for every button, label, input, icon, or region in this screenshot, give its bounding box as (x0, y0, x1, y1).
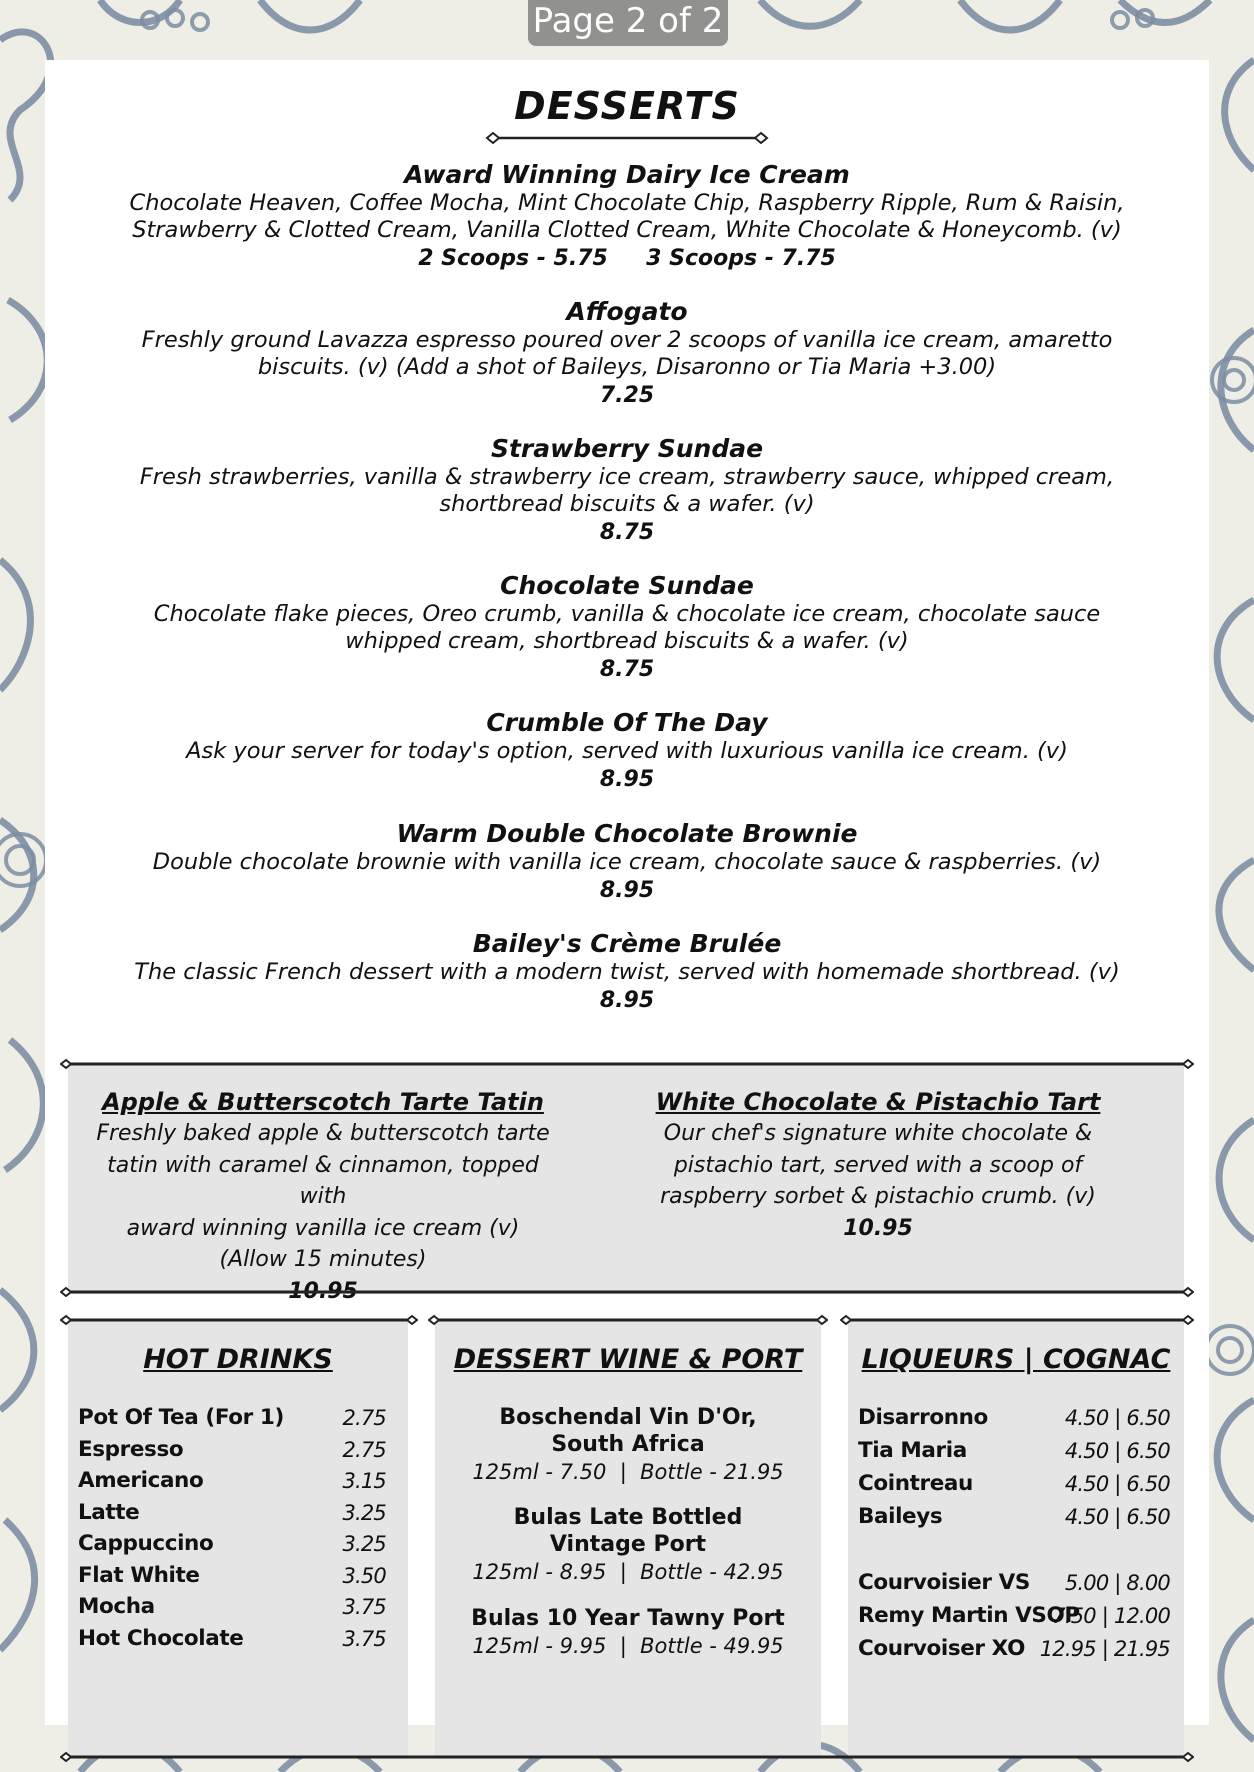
dessert-description: shortbread biscuits & a wafer. (v) (439, 491, 815, 517)
dessert-price: 8.75 (599, 657, 655, 682)
drink-price: 3.50 (342, 1564, 386, 1588)
drink-price: 3.25 (342, 1501, 386, 1525)
liqueur-name: Courvoisier VS (858, 1570, 1030, 1595)
dessert-price: 8.95 (599, 878, 655, 903)
wine-name: Bulas 10 Year Tawny Port (471, 1606, 785, 1631)
liqueur-price: 7.50 | 12.00 (1052, 1604, 1170, 1628)
dessert-description: Fresh strawberries, vanilla & strawberry ice cream, strawberry sauce, whipped cream, (139, 464, 1115, 490)
dessert-description: whipped cream, shortbread biscuits & a wafer. (v) (345, 628, 909, 654)
featured-dessert-name: White Chocolate & Pistachio Tart (655, 1088, 1101, 1116)
featured-dessert-description: award winning vanilla ice cream (v) (126, 1215, 520, 1241)
drink-name: Hot Chocolate (78, 1626, 244, 1651)
wine-name: Bulas Late Bottled (513, 1505, 743, 1530)
liqueur-price: 4.50 | 6.50 (1064, 1439, 1170, 1463)
dessert-item (65, 434, 1189, 547)
dessert-item (65, 708, 1189, 794)
dessert-description: The classic French dessert with a modern twist, served with homemade shortbread. (v) (134, 959, 1120, 985)
page-title: DESSERTS (514, 84, 740, 128)
drink-price: 3.25 (342, 1532, 386, 1556)
wine-item (435, 1404, 821, 1486)
featured-dessert-description: raspberry sorbet & pistachio crumb. (v) (660, 1184, 1096, 1209)
wine-name: Boschendal Vin D'Or, (499, 1405, 757, 1430)
wine-name: South Africa (551, 1432, 705, 1457)
dessert-description: Strawberry & Clotted Cream, Vanilla Clotted Cream, White Chocolate & Honeycomb. (v) (132, 217, 1122, 243)
divider-line (60, 1286, 1194, 1298)
dessert-description: Chocolate flake pieces, Oreo crumb, vanilla & chocolate ice cream, chocolate sauce (153, 601, 1101, 627)
featured-dessert-price: 10.95 (288, 1278, 358, 1304)
dessert-price: 7.25 (599, 383, 655, 408)
dessert-description: Ask your server for today's option, served with luxurious vanilla ice cream. (v) (186, 738, 1068, 764)
liqueur-price: 5.00 | 8.00 (1064, 1571, 1170, 1595)
drink-price: 3.75 (342, 1627, 386, 1651)
dessert-wine-box (435, 1320, 821, 1758)
dessert-name: Chocolate Sundae (500, 571, 754, 600)
drink-price: 3.75 (342, 1595, 386, 1619)
dessert-item (65, 160, 1189, 273)
dessert-item (65, 571, 1189, 684)
wine-price: 125ml - 9.95 | Bottle - 49.95 (472, 1634, 784, 1658)
drink-name: Cappuccino (78, 1531, 214, 1556)
dessert-description: Chocolate Heaven, Coffee Mocha, Mint Chocolate Chip, Raspberry Ripple, Rum & Raisin, (129, 190, 1125, 216)
liqueur-name: Cointreau (858, 1471, 973, 1496)
dessert-description: Double chocolate brownie with vanilla ice cream, chocolate sauce & raspberries. (v) (152, 849, 1102, 875)
liqueur-price: 4.50 | 6.50 (1064, 1505, 1170, 1529)
liqueur-price: 4.50 | 6.50 (1064, 1472, 1170, 1496)
dessert-name: Award Winning Dairy Ice Cream (404, 160, 850, 189)
dessert-description: Freshly ground Lavazza espresso poured over 2 scoops of vanilla ice cream, amaretto (141, 327, 1113, 353)
dessert-name: Affogato (566, 297, 688, 326)
liqueur-price: 4.50 | 6.50 (1064, 1406, 1170, 1430)
dessert-item (65, 819, 1189, 905)
liqueur-name: Baileys (858, 1504, 943, 1529)
page-indicator: Page 2 of 2 (528, 0, 728, 46)
featured-dessert-description: Freshly baked apple & butterscotch tarte (96, 1121, 550, 1146)
featured-dessert-description: pistachio tart, served with a scoop of (673, 1152, 1083, 1178)
liqueur-price: 12.95 | 21.95 (1039, 1637, 1170, 1661)
dessert-name: Strawberry Sundae (490, 434, 764, 463)
wine-price: 125ml - 8.95 | Bottle - 42.95 (472, 1560, 784, 1584)
divider-line (60, 1314, 418, 1326)
hot-drinks-box (68, 1320, 408, 1758)
featured-dessert-description: Our chef's signature white chocolate & (663, 1121, 1093, 1146)
wine-name: Vintage Port (549, 1532, 707, 1557)
drink-name: Flat White (78, 1563, 200, 1588)
dessert-price: 8.95 (599, 988, 655, 1013)
liqueurs-title: LIQUEURS | COGNAC (861, 1344, 1171, 1375)
drink-price: 2.75 (342, 1438, 386, 1462)
divider-line (60, 1751, 1194, 1763)
featured-dessert-price: 10.95 (843, 1215, 913, 1241)
liqueur-name: Courvoiser XO (858, 1636, 1025, 1661)
dessert-item (65, 929, 1189, 1015)
dessert-name: Warm Double Chocolate Brownie (396, 819, 858, 848)
drink-price: 2.75 (342, 1406, 386, 1430)
dessert-price: 8.95 (599, 767, 655, 792)
dessert-item (65, 297, 1189, 410)
wine-item (435, 1504, 821, 1586)
drink-price: 3.15 (342, 1469, 386, 1493)
title-divider (485, 130, 769, 146)
featured-dessert-name: Apple & Butterscotch Tarte Tatin (102, 1088, 544, 1116)
drink-name: Mocha (78, 1594, 155, 1619)
drink-name: Americano (78, 1468, 204, 1493)
dessert-name: Crumble Of The Day (486, 708, 768, 737)
dessert-wine-title: DESSERT WINE & PORT (453, 1344, 803, 1375)
dessert-description: biscuits. (v) (Add a shot of Baileys, Disaronno or Tia Maria +3.00) (257, 354, 997, 380)
drink-name: Pot Of Tea (For 1) (78, 1405, 284, 1430)
liqueur-name: Tia Maria (858, 1438, 967, 1463)
hot-drinks-title: HOT DRINKS (143, 1344, 333, 1375)
menu-sheet (45, 60, 1209, 1725)
divider-line (428, 1314, 828, 1326)
dessert-price: 8.75 (599, 520, 655, 545)
divider-line (840, 1314, 1194, 1326)
wine-item (435, 1605, 821, 1660)
divider-line (60, 1058, 1194, 1070)
drink-name: Latte (78, 1500, 140, 1525)
featured-desserts-box (68, 1064, 1184, 1304)
liqueur-name: Remy Martin VSOP (858, 1603, 1080, 1628)
featured-dessert (88, 1086, 558, 1307)
dessert-name: Bailey's Crème Brulée (472, 929, 782, 958)
liqueur-name: Disarronno (858, 1405, 988, 1430)
featured-dessert-description: tatin with caramel & cinnamon, topped with (107, 1152, 539, 1209)
dessert-price: 2 Scoops - 5.75 3 Scoops - 7.75 (418, 246, 836, 271)
featured-dessert-description: (Allow 15 minutes) (219, 1247, 427, 1272)
drink-name: Espresso (78, 1437, 184, 1462)
featured-dessert (643, 1086, 1113, 1244)
wine-price: 125ml - 7.50 | Bottle - 21.95 (472, 1460, 784, 1484)
liqueurs-box (848, 1320, 1184, 1758)
